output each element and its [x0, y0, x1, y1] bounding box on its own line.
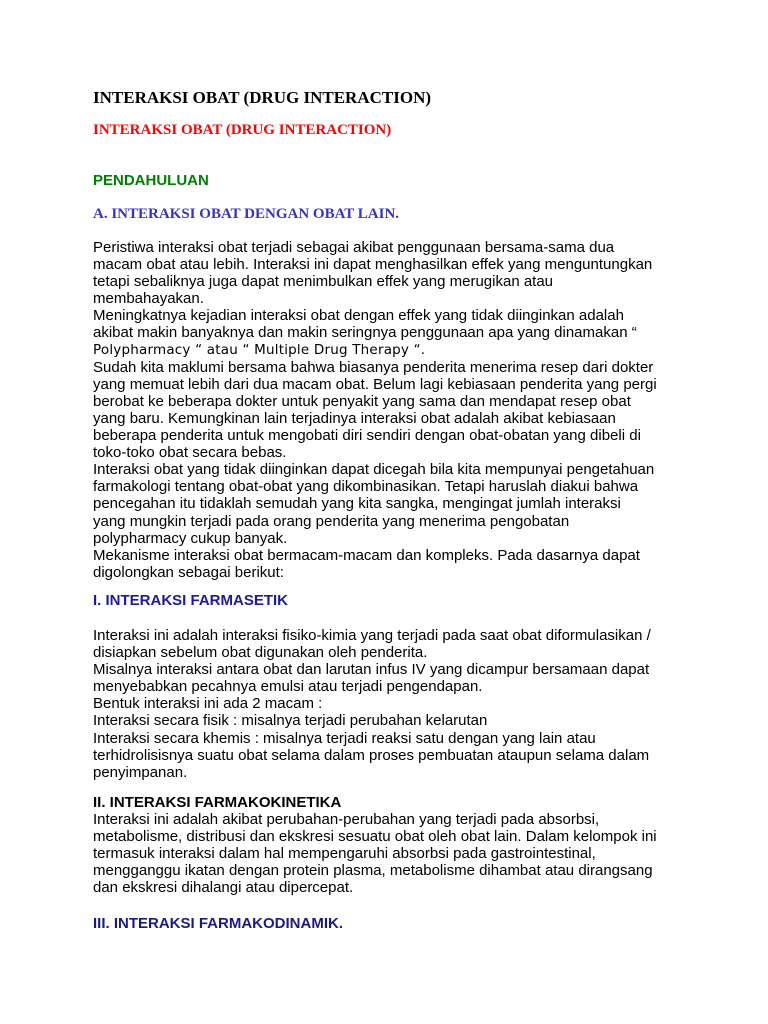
text-line: termasuk interaksi dalam hal mempengaruhi absorbsi pada gastrointestinal,	[93, 845, 596, 863]
text-line: Interaksi ini adalah interaksi fisiko-kimia yang terjadi pada saat obat diformulasikan /	[93, 627, 651, 644]
text-line: toko-toko obat secara bebas.	[93, 444, 287, 462]
text-line: menyebabkan pecahnya emulsi atau terjadi pengendapan.	[93, 678, 483, 696]
text-line: macam obat atau lebih. Interaksi ini dapat menghasilkan effek yang menguntungkan	[93, 256, 653, 274]
heading-interaksi-farmakodinamik: III. INTERAKSI FARMAKODINAMIK.	[93, 915, 343, 932]
intro-paragraphs	[93, 239, 657, 581]
text-line: akibat makin banyaknya dan makin seringnya penggunaan apa yang dinamakan “	[93, 324, 637, 342]
document-title: INTERAKSI OBAT (DRUG INTERACTION)	[93, 88, 432, 107]
text-line: berobat ke beberapa dokter untuk penyakit yang sama dan mendapat resep obat	[93, 392, 631, 410]
text-line: mengganggu ikatan dengan protein plasma, metabolisme dihambat atau dirangsang	[93, 862, 653, 880]
text-line: Misalnya interaksi antara obat dan larutan infus IV yang dicampur bersamaan dapat	[93, 661, 650, 679]
text-line: Sudah kita maklumi bersama bahwa biasanya penderita menerima resep dari dokter	[93, 358, 654, 376]
farmakokinetika-paragraphs	[93, 811, 657, 896]
text-line: polypharmacy cukup banyak.	[93, 529, 288, 547]
text-line: metabolisme, distribusi dan ekskresi sesuatu obat oleh obat lain. Dalam kelompok ini	[93, 828, 657, 846]
text-line: Interaksi secara fisik : misalnya terjadi perubahan kelarutan	[93, 712, 488, 730]
text-line: Peristiwa interaksi obat terjadi sebagai akibat penggunaan bersama-sama dua	[93, 239, 615, 256]
heading-interaksi-farmakokinetika: II. INTERAKSI FARMAKOKINETIKA	[93, 794, 342, 811]
text-line: tetapi sebaliknya juga dapat menimbulkan effek yang merugikan atau	[93, 273, 554, 291]
text-line: digolongkan sebagai berikut:	[93, 563, 284, 581]
text-line: yang mungkin terjadi pada orang penderita yang menerima pengobatan	[93, 512, 570, 530]
text-line: disiapkan sebelum obat digunakan oleh penderita.	[93, 644, 428, 662]
text-line: yang baru. Kemungkinan lain terjadinya interaksi obat adalah akibat kebiasaan	[93, 409, 616, 427]
text-line: Interaksi obat yang tidak diinginkan dapat dicegah bila kita mempunyai pengetahuan	[93, 461, 655, 479]
text-line: terhidrolisisnya suatu obat selama dalam proses pembuatan ataupun selama dalam	[93, 746, 650, 764]
text-line: Meningkatnya kejadian interaksi obat dengan effek yang tidak diinginkan adalah	[93, 307, 624, 325]
text-line: beberapa penderita untuk mengobati diri sendiri dengan obat-obatan yang dibeli di	[93, 427, 641, 445]
text-line: farmakologi tentang obat-obat yang dikombinasikan. Tetapi haruslah diakui bahwa	[93, 478, 639, 496]
farmasetik-paragraphs	[93, 627, 651, 781]
text-line: yang memuat lebih dari dua macam obat. Belum lagi kebiasaan penderita yang pergi	[93, 375, 657, 393]
text-line: Bentuk interaksi ini ada 2 macam :	[93, 695, 323, 713]
text-line: penyimpanan.	[93, 763, 188, 781]
heading-interaksi-farmasetik: I. INTERAKSI FARMASETIK	[93, 592, 289, 609]
heading-section-a: A. INTERAKSI OBAT DENGAN OBAT LAIN.	[93, 206, 400, 222]
text-line: membahayakan.	[93, 290, 204, 308]
text-line: dan ekskresi dihalangi atau dipercepat.	[93, 879, 354, 897]
document-subtitle: INTERAKSI OBAT (DRUG INTERACTION)	[93, 122, 392, 138]
text-line: Interaksi secara khemis : misalnya terjadi reaksi satu dengan yang lain atau	[93, 729, 596, 747]
text-line: Polypharmacy “ atau “ Multiple Drug Therapy “.	[93, 341, 426, 358]
heading-pendahuluan: PENDAHULUAN	[93, 172, 209, 189]
text-line: Mekanisme interaksi obat bermacam-macam dan kompleks. Pada dasarnya dapat	[93, 546, 640, 564]
text-line: Interaksi ini adalah akibat perubahan-perubahan yang terjadi pada absorbsi,	[93, 811, 600, 828]
text-line: pencegahan itu tidaklah semudah yang kita sangka, mengingat jumlah interaksi	[93, 495, 621, 513]
